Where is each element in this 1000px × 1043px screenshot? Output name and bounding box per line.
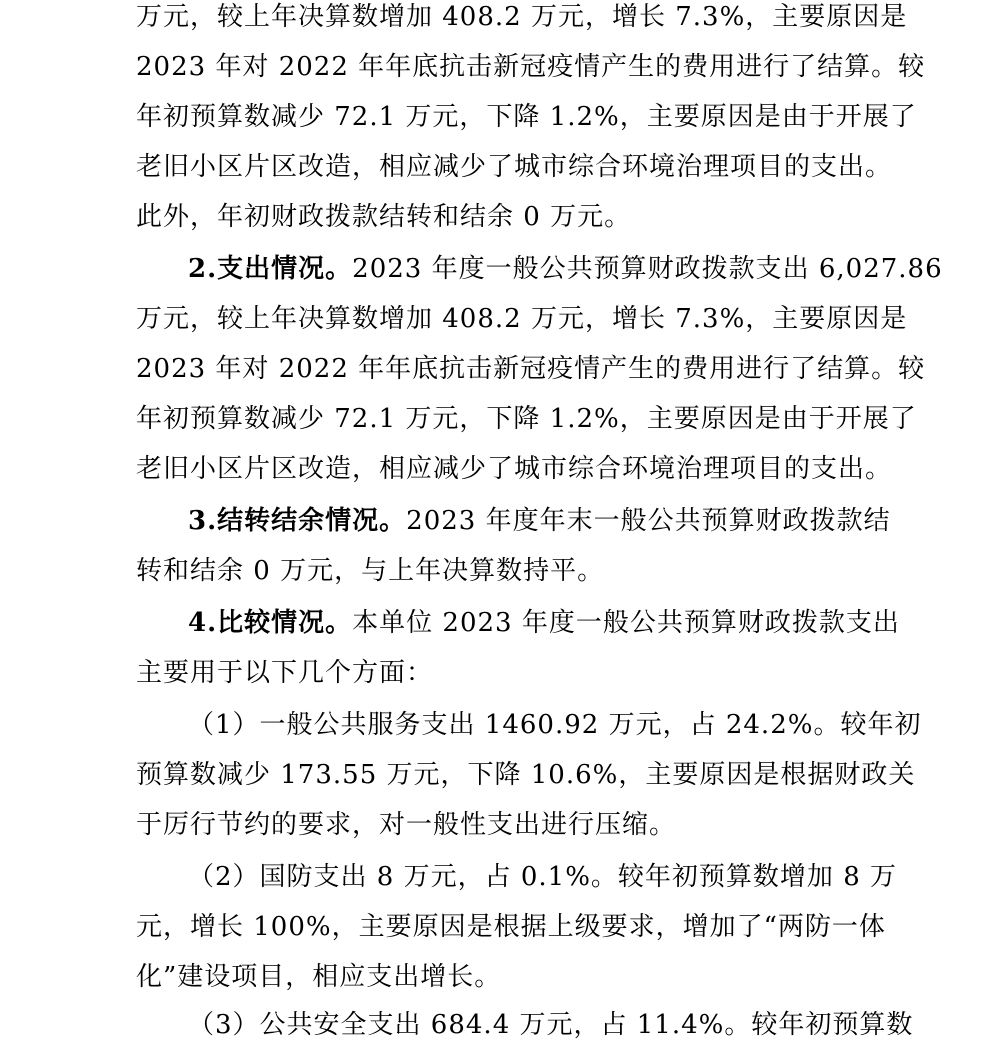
section-heading: 2.支出情况。	[188, 254, 353, 284]
paragraph-line: （3）公共安全支出 684.4 万元，占 11.4%。较年初预算数	[188, 1010, 914, 1040]
section-heading: 3.结转结余情况。	[188, 506, 407, 536]
paragraph-line: 万元，较上年决算数增加 408.2 万元，增长 7.3%，主要原因是	[136, 304, 908, 334]
paragraph-line: （1）一般公共服务支出 1460.92 万元，占 24.2%。较年初	[188, 710, 922, 740]
paragraph-line: 于厉行节约的要求，对一般性支出进行压缩。	[136, 810, 677, 840]
paragraph-line: （2）国防支出 8 万元，占 0.1%。较年初预算数增加 8 万	[188, 862, 898, 892]
paragraph-text: 2023 年度年末一般公共预算财政拨款结	[406, 506, 891, 536]
paragraph-first-line	[188, 606, 900, 640]
paragraph-first-line	[188, 252, 943, 286]
paragraph-line: 老旧小区片区改造，相应减少了城市综合环境治理项目的支出。	[136, 454, 893, 484]
paragraph-line: 2023 年对 2022 年年底抗击新冠疫情产生的费用进行了结算。较	[136, 354, 926, 384]
paragraph-line: 主要用于以下几个方面：	[136, 658, 434, 688]
paragraph-line: 2023 年对 2022 年年底抗击新冠疫情产生的费用进行了结算。较	[136, 52, 926, 82]
paragraph-line: 元，增长 100%，主要原因是根据上级要求，增加了“两防一体	[136, 912, 886, 942]
paragraph-line: 年初预算数减少 72.1 万元，下降 1.2%，主要原因是由于开展了	[136, 404, 917, 434]
paragraph-first-line	[188, 504, 891, 538]
paragraph-line: 化”建设项目，相应支出增长。	[136, 962, 502, 992]
paragraph-line: 万元，较上年决算数增加 408.2 万元，增长 7.3%，主要原因是	[136, 2, 908, 32]
section-heading: 4.比较情况。	[188, 608, 353, 638]
paragraph-line: 转和结余 0 万元，与上年决算数持平。	[136, 556, 605, 586]
paragraph-line: 年初预算数减少 72.1 万元，下降 1.2%，主要原因是由于开展了	[136, 102, 917, 132]
paragraph-text: 本单位 2023 年度一般公共预算财政拨款支出	[352, 608, 900, 638]
paragraph-line: 老旧小区片区改造，相应减少了城市综合环境治理项目的支出。	[136, 152, 893, 182]
paragraph-text: 2023 年度一般公共预算财政拨款支出 6,027.86	[352, 254, 943, 284]
paragraph-line: 此外，年初财政拨款结转和结余 0 万元。	[136, 202, 632, 232]
paragraph-line: 预算数减少 173.55 万元，下降 10.6%，主要原因是根据财政关	[136, 760, 916, 790]
